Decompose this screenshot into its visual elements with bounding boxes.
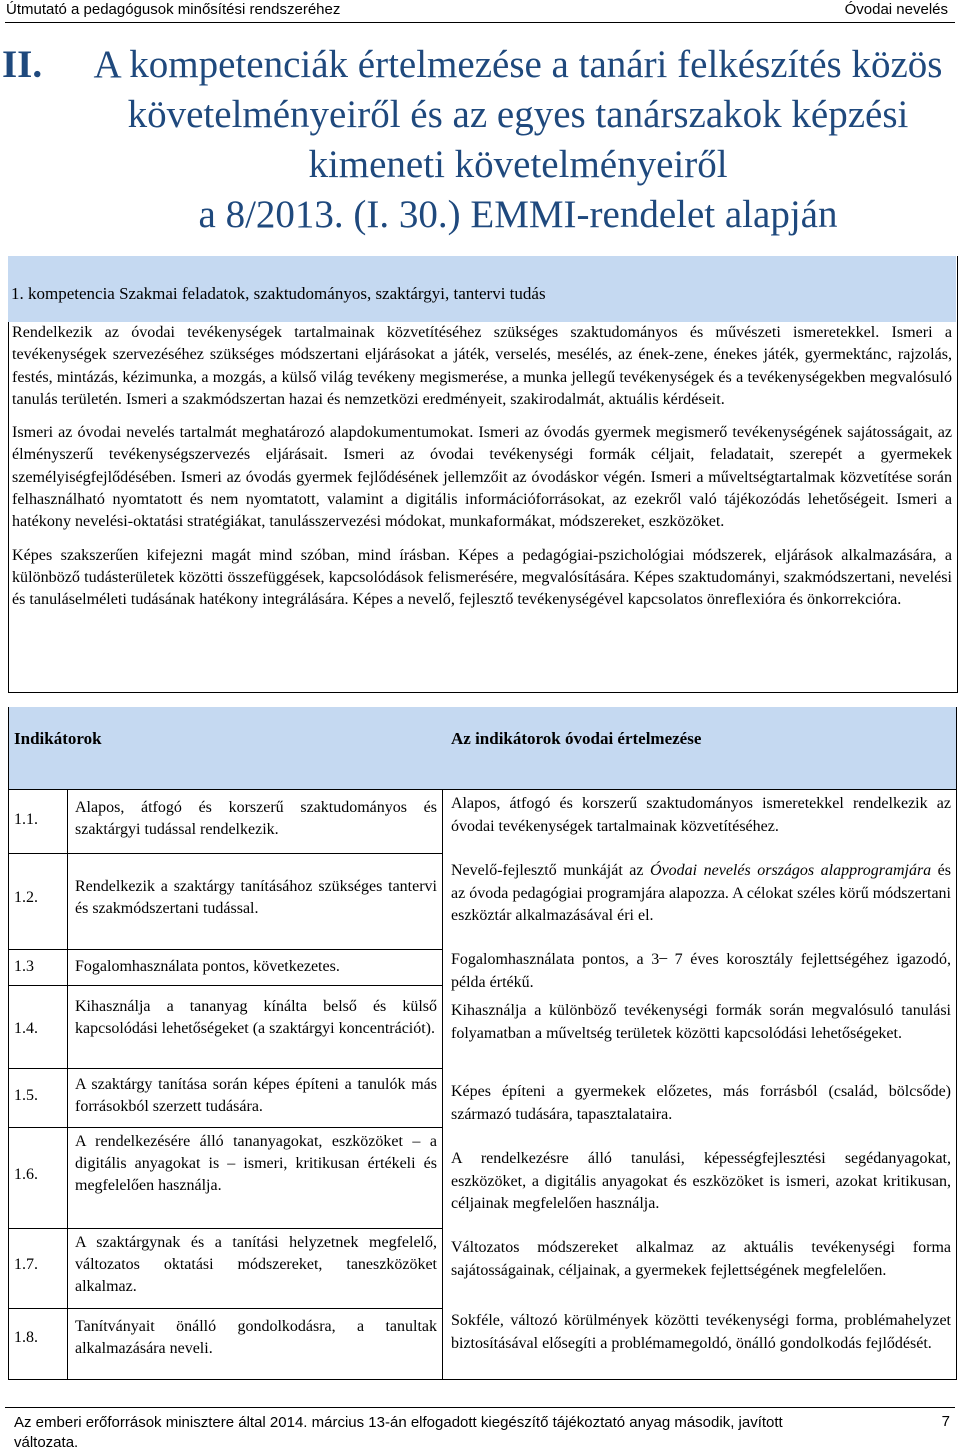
table-column-divider <box>442 789 443 1379</box>
section-title <box>80 40 956 240</box>
indicator-number: 1.7. <box>14 1256 38 1273</box>
table-border-left <box>8 707 9 1379</box>
indicator-text: A rendelkezésére álló tananyagokat, eszközöket – a digitális anyagokat is – ismeri, kritikusan értékeli és megfelelően használja. <box>75 1133 437 1194</box>
program-title: Óvodai nevelés országos alapprogramjára <box>650 862 932 879</box>
competency-paragraph: Rendelkezik az óvodai tevékenységek tartalmainak közvetítéséhez szükséges szaktudományos és művészeti ismeretekkel. Ismeri a tevékenységek szervezéséhez szükséges módszertani eljárásokat a játék, verselés, mesélés, az ének-zene, énekes játék, gyermektánc, rajzolás, festés, mintázás, kézimunka, a mozgás, a külső világ tevékeny megismerése, a munka jellegű tevékenységek és a tevékenységekben megvalósuló tanulás területén. Ismeri a szakmódszertan hazai és nemzetközi eredményeit, szakirodalmát, aktuális kérdéseit. <box>12 324 952 408</box>
interpretation-column-header: Az indikátorok óvodai értelmezése <box>451 729 702 748</box>
indicator-text: A szaktárgy tanítása során képes építeni a tanulók más forrásokból szerzett tudására. <box>75 1076 437 1115</box>
indicator-number: 1.8. <box>14 1329 38 1346</box>
footer-text: Az emberi erőforrások minisztere által 2014. március 13-án elfogadott kiegészítő tájékoztató anyag második, javított változata. <box>14 1414 783 1451</box>
row-divider <box>8 949 443 950</box>
competency-title: 1. kompetencia Szakmai feladatok, szaktudományos, szaktárgyi, tantervi tudás <box>11 284 546 303</box>
interpretation-text: A rendelkezésre álló tanulási, képességfejlesztési segédanyagokat, eszközöket, a digitális anyagokat és eszközöket is ismeri, azokat kritikusan, céljainak megfelelően használja. <box>451 1150 951 1212</box>
row-divider <box>8 1068 443 1069</box>
row-divider <box>8 985 443 986</box>
interpretation-text: Képes építeni a gyermekek előzetes, más forrásból (család, bölcsőde) származó tudására, tapasztalataira. <box>451 1083 951 1123</box>
indicator-text: Alapos, átfogó és korszerű szaktudományos és szaktárgyi tudással rendelkezik. <box>75 799 437 838</box>
interpretation-text-part: Nevelő-fejlesztő munkáját az <box>451 862 651 879</box>
interpretation-text: Sokféle, változó körülmények közötti tevékenységi forma, problémahelyzet biztosításával elősegíti a problémamegoldó, önálló gondolkodás fejlődését. <box>451 1312 951 1352</box>
row-divider <box>8 853 443 854</box>
competency-description <box>12 322 952 623</box>
indicator-text: A szaktárgynak és a tanítási helyzetnek megfelelő, változatos oktatási módszereket, taneszközöket alkalmaz. <box>75 1234 437 1295</box>
indicator-number: 1.5. <box>14 1087 38 1104</box>
indicators-column-header: Indikátorok <box>14 729 102 748</box>
indicator-text: Tanítványait önálló gondolkodásra, a tanultak alkalmazására neveli. <box>75 1318 437 1357</box>
table-border-bottom <box>8 1379 957 1380</box>
indicator-number: 1.2. <box>14 889 38 906</box>
indicator-number: 1.4. <box>14 1020 38 1037</box>
indicator-text: Kihasználja a tananyag kínálta belső és külső kapcsolódási lehetőségeket (a szaktárgyi koncentrációt). <box>75 998 437 1037</box>
section-title-line: kimeneti követelményeiről <box>308 143 728 186</box>
indicator-number: 1.3 <box>14 958 34 975</box>
section-number: II. <box>2 43 43 86</box>
table-header-divider <box>8 789 957 790</box>
indicator-number: 1.1. <box>14 811 38 828</box>
indicator-text: Fogalomhasználata pontos, következetes. <box>75 958 340 975</box>
indicator-number: 1.6. <box>14 1166 38 1183</box>
interpretation-text-part: és az óvoda pedagógiai programjára alapozza. A célokat széles körű módszertani eszköztár alkalmazásával éri el. <box>451 862 952 924</box>
indicator-text: Rendelkezik a szaktárgy tanításához szükséges tantervi és szakmódszertani tudással. <box>75 878 437 917</box>
section-title-line: A kompetenciák értelmezése a tanári felkészítés közös <box>93 43 943 86</box>
running-header-section: Óvodai nevelés <box>844 1 948 18</box>
table-border-right <box>956 707 957 1379</box>
interpretation-text: Kihasználja a különböző tevékenységi formák során megvalósuló tanulási folyamatban a műveltség területek közötti kapcsolódási lehetőségeket. <box>451 1002 951 1042</box>
interpretation-text: Fogalomhasználata pontos, a 3 ̶ 7 éves korosztály fejlettségéhez igazodó, példa értékű. <box>451 951 951 991</box>
interpretation-text: Változatos módszereket alkalmaz az aktuális tevékenységi forma sajátosságainak, céljainak, a gyermekek fejlettségének megfelelően. <box>451 1239 951 1279</box>
competency-paragraph: Képes szakszerűen kifejezni magát mind szóban, mind írásban. Képes a pedagógiai-pszichológiai módszerek, eljárások alkalmazására, a különböző tudásterületek közötti összefüggések, kapcsolódások felismerésére, megvalósítására. Képes szaktudományi, szakmódszertani, nevelési és tanuláselméleti tudásának hatékony integrálására. Képes a nevelő, fejlesztő tevékenységével kapcsolatos önreflexióra és önkorrekcióra. <box>12 546 952 609</box>
table-column-divider <box>67 789 68 1379</box>
page-number: 7 <box>941 1413 950 1430</box>
row-divider <box>8 1228 443 1229</box>
header-divider <box>5 22 955 23</box>
competency-paragraph: Ismeri az óvodai nevelés tartalmát meghatározó alapdokumentumokat. Ismeri az óvodás gyermek megismerő tevékenységének sajátosságait, az élményszerű tevékenységszervezés eljárásait. Ismeri az óvodai tevékenységi formák céljait, feladatait, szerepét a gyermekek személyiségfejlődésében. Ismeri az óvodás gyermek fejlődésének jellemzőit az óvodáskor végén. Ismeri a műveltségtartalmak közvetítése során felhasználható nyomtatott és nem nyomtatott, valamint a digitális információforrásokat, az ezekről való tájékozódás lehetőségeit. Ismeri a hatékony nevelési-oktatási stratégiákat, tanulásszervezési módokat, munkaformákat, módszereket, eszközöket. <box>12 424 952 531</box>
row-divider <box>8 1127 443 1128</box>
interpretation-text: Alapos, átfogó és korszerű szaktudományos ismeretekkel rendelkezik az óvodai tevékenységek tartalmainak közvetítéséhez. <box>451 795 951 835</box>
interpretation-text <box>451 860 951 928</box>
row-divider <box>8 1308 443 1309</box>
section-title-line: a 8/2013. (I. 30.) EMMI-rendelet alapján <box>198 193 838 236</box>
running-header-title: Útmutató a pedagógusok minősítési rendszeréhez <box>6 1 341 18</box>
footer-divider <box>5 1407 955 1408</box>
section-title-line: követelményeiről és az egyes tanárszakok képzési <box>127 93 909 136</box>
